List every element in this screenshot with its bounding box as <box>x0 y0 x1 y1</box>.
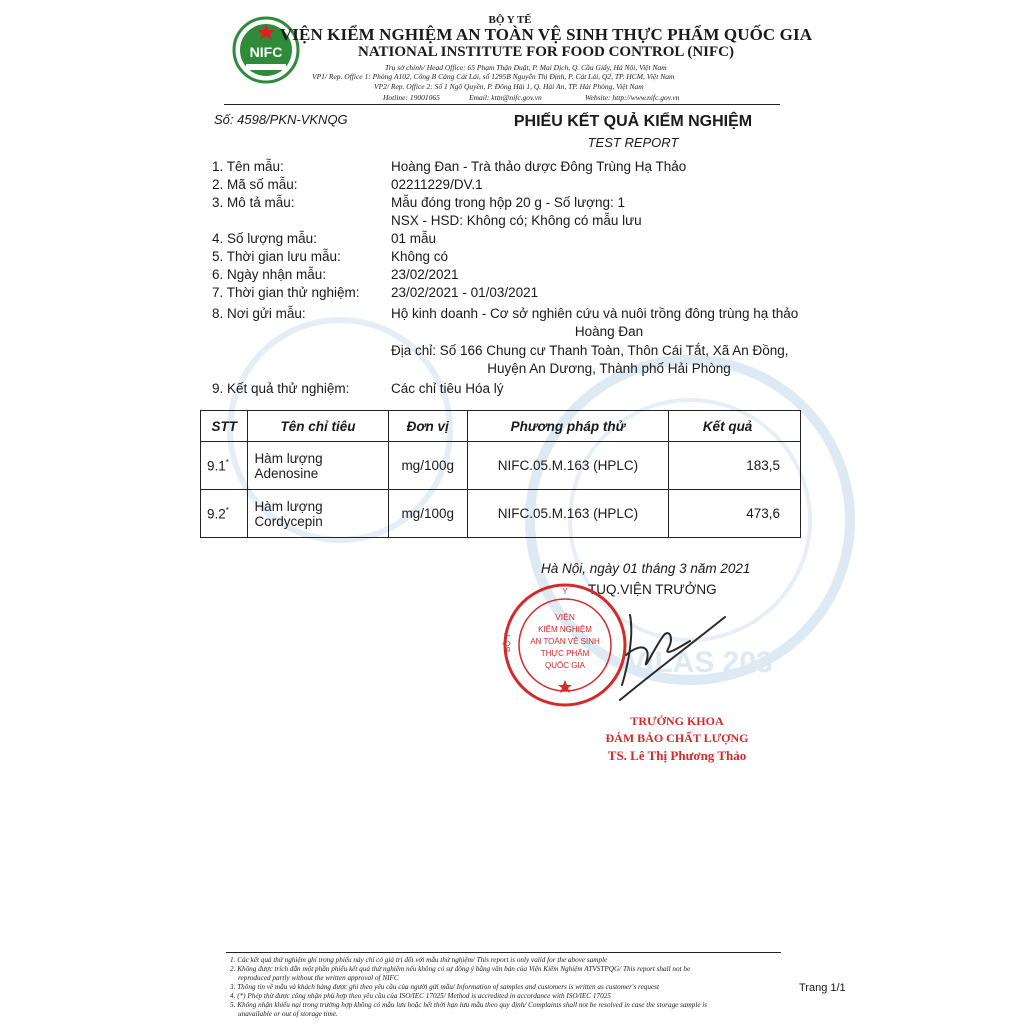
stamp-line-1: KIỂM NGHIỆM <box>538 625 592 634</box>
cell-name: Hàm lượng Adenosine <box>248 442 388 490</box>
stamp-line-3: THỰC PHẨM <box>540 649 590 658</box>
col-header-name: Tên chỉ tiêu <box>248 411 388 442</box>
website: Website: http://www.nifc.gov.vn <box>585 93 680 102</box>
field-label-received-date: 6. Ngày nhận mẫu: <box>212 267 327 282</box>
stamp-line-4: QUỐC GIA <box>544 661 586 670</box>
table-row <box>201 442 801 490</box>
watermark-text: VILAS 203 <box>626 646 773 679</box>
field-value-test-period: 23/02/2021 - 01/03/2021 <box>391 285 539 300</box>
results-table <box>200 410 801 538</box>
hotline: Hotline: 19001065 <box>383 93 440 102</box>
col-header-result: Kết quả <box>669 411 801 442</box>
field-label-sample-name: 1. Tên mẫu: <box>212 159 284 174</box>
cell-result: 183,5 <box>669 442 801 490</box>
field-value-description: Mẫu đóng trong hộp 20 g - Số lượng: 1 <box>391 195 626 210</box>
field-label-storage-time: 5. Thời gian lưu mẫu: <box>212 249 341 264</box>
head-office-address: Trụ sở chính/ Head Office: 65 Phạm Thận Duật, P. Mai Dịch, Q. Cầu Giấy, Hà Nội, Việt Nam <box>385 63 667 72</box>
svg-text:Y: Y <box>562 587 568 596</box>
header-divider <box>224 104 780 105</box>
field-label-sender: 8. Nơi gửi mẫu: <box>212 306 306 321</box>
cell-result: 473,6 <box>669 490 801 538</box>
ministry-name: BỘ Y TẾ <box>488 14 532 26</box>
stamp-line-top: VIỆN <box>555 612 575 622</box>
field-label-test-results: 9. Kết quả thử nghiệm: <box>212 381 350 396</box>
col-header-stt: STT <box>201 411 248 442</box>
logo-text: NIFC <box>249 44 283 60</box>
field-value-sender: Hộ kinh doanh - Cơ sở nghiên cứu và nuôi trồng đông trùng hạ thảo <box>391 306 799 321</box>
field-label-quantity: 4. Số lượng mẫu: <box>212 231 317 246</box>
footer-note-2: 2. Không được trích dẫn một phần phiếu kết quả thử nghiệm nếu không có sự đồng ý bằng văn bản của Viện Kiểm Nghiệm ATVSTPQG/ This report shall not be <box>230 965 691 973</box>
authorization-title: TUQ.VIỆN TRƯỞNG <box>588 582 717 597</box>
handwritten-signature <box>600 605 730 705</box>
footer-note-5b: unavailable or out of storage time. <box>238 1010 338 1018</box>
cell-method: NIFC.05.M.163 (HPLC) <box>467 490 668 538</box>
cell-unit: mg/100g <box>388 490 467 538</box>
field-value-sender-address: Địa chỉ: Số 166 Chung cư Thanh Toàn, Thôn Cái Tắt, Xã An Đồng, <box>391 343 789 358</box>
cell-unit: mg/100g <box>388 442 467 490</box>
cell-stt: 9.2* <box>201 490 248 538</box>
footer-note-1: 1. Các kết quả thử nghiệm ghi trong phiếu này chỉ có giá trị đối với mẫu thử nghiệm/ This report is only valid for the above sample <box>230 956 608 964</box>
stamp-line-2: AN TOÀN VỆ SINH <box>530 637 600 646</box>
field-value-sender-address-2: Huyện An Dương, Thành phố Hải Phòng <box>487 361 731 376</box>
accredited-mark: * <box>225 457 229 467</box>
field-label-sample-code: 2. Mã số mẫu: <box>212 177 298 192</box>
cell-method: NIFC.05.M.163 (HPLC) <box>467 442 668 490</box>
field-label-test-period: 7. Thời gian thử nghiệm: <box>212 285 360 300</box>
page-number: Trang 1/1 <box>799 982 846 994</box>
field-label-description: 3. Mô tả mẫu: <box>212 195 295 210</box>
field-value-sample-code: 02211229/DV.1 <box>391 177 483 192</box>
footer-note-2b: reproduced partly without the written approval of NIFC <box>238 974 399 982</box>
cell-name: Hàm lượng Cordycepin <box>248 490 388 538</box>
col-header-unit: Đơn vị <box>388 411 467 442</box>
report-title-en: TEST REPORT <box>587 135 679 150</box>
signer-name: TS. Lê Thị Phương Thảo <box>607 748 747 763</box>
report-title-vi: PHIẾU KẾT QUẢ KIỂM NGHIỆM <box>513 113 753 130</box>
field-value-description-2: NSX - HSD: Không có; Không có mẫu lưu <box>391 213 642 228</box>
table-header-row <box>201 411 801 442</box>
footer-divider <box>226 952 781 953</box>
document-number: Số: 4598/PKN-VKNQG <box>214 112 348 127</box>
signer-role: TRƯỞNG KHOA <box>630 714 724 728</box>
email: Email: kttn@nifc.gov.vn <box>469 93 542 102</box>
institute-name-en: NATIONAL INSTITUTE FOR FOOD CONTROL (NIFC) <box>357 44 735 60</box>
footer-note-5: 5. Không nhận khiếu nại trong trường hợp không có mẫu lưu hoặc hết thời hạn lưu mẫu theo quy định/ Complaints shall not be resolved in case the storage sample is <box>230 1001 708 1009</box>
field-value-sender-2: Hoàng Đan <box>574 324 644 339</box>
institute-name-vi: VIỆN KIỂM NGHIỆM AN TOÀN VỆ SINH THỰC PHẨM QUỐC GIA <box>279 25 813 44</box>
field-value-quantity: 01 mẫu <box>391 231 437 246</box>
accredited-mark: * <box>225 505 229 515</box>
issue-date: Hà Nội, ngày 01 tháng 3 năm 2021 <box>541 561 751 576</box>
footer-note-4: 4. (*) Phép thử được công nhận phù hợp theo yêu cầu của ISO/IEC 17025/ Method is accredited in accordance with ISO/IEC 17025 <box>230 992 611 1000</box>
footer-note-3: 3. Thông tin về mẫu và khách hàng được ghi theo yêu cầu của người gửi mẫu/ Information of samples and customers is written as customer's request <box>230 983 659 991</box>
cell-stt: 9.1* <box>201 442 248 490</box>
field-value-sample-name: Hoàng Đan - Trà thảo dược Đông Trùng Hạ Thảo <box>391 159 687 174</box>
col-header-method: Phương pháp thử <box>467 411 668 442</box>
field-value-received-date: 23/02/2021 <box>391 267 459 282</box>
office1-address: VP1/ Rep. Office 1: Phòng A102, Cổng B Cảng Cát Lái, số 1295B Nguyễn Thị Định, P. Cát Lái, Q2, TP. HCM, Việt Nam <box>312 72 675 81</box>
field-value-storage-time: Không có <box>391 249 449 264</box>
field-value-test-results: Các chỉ tiêu Hóa lý <box>391 381 504 396</box>
stamp-side-text: BỘ Y <box>503 633 512 652</box>
office2-address: VP2/ Rep. Office 2: Số 1 Ngõ Quyền, P. Đông Hải 1, Q. Hải An, TP. Hải Phòng, Việt Nam <box>374 82 644 91</box>
signer-department: ĐẢM BẢO CHẤT LƯỢNG <box>605 731 749 745</box>
table-row <box>201 490 801 538</box>
